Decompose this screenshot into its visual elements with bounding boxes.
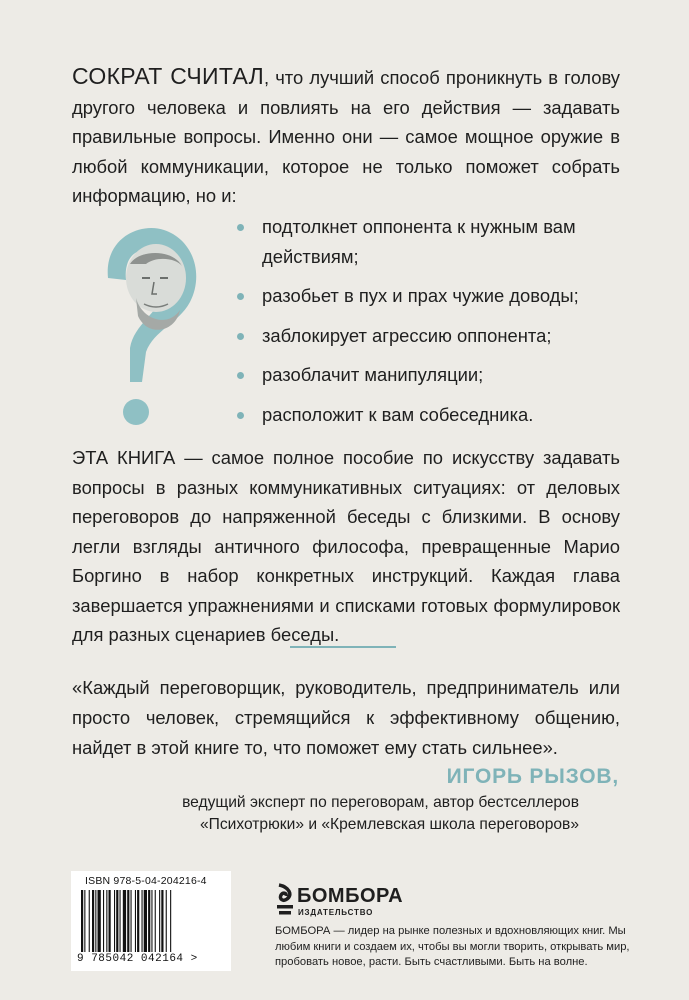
section-divider [290,646,396,648]
list-item: расположит к вам собеседника. [236,400,636,430]
list-item: заблокирует агрессию оппонента; [236,321,636,351]
list-item: разоблачит манипуляции; [236,360,636,390]
question-mark-philosopher-illustration [94,220,206,430]
intro-paragraph [72,62,620,211]
bullet-dot-icon [237,372,244,379]
about-text: — самое полное пособие по искусству задавать вопросы в разных коммуникативных ситуациях: от деловых переговоров до напряженной беседы с близкими. В основу легли взгляды античного философа, превращенные Марио Боргино в набор конкретных инструкций. Каждая глава завершается упражнениями и списками готовых формулировок для разных сценариев беседы. [72,447,620,645]
bullet-dot-icon [237,293,244,300]
publisher-description: БОМБОРА — лидер на рынке полезных и вдохновляющих книг. Мы любим книги и создаем их, чтобы вы могли творить, открывать мир, пробовать новое, расти. Быть счастливыми. Быть на волне. [275,925,630,968]
publisher-logo-subtitle: ИЗДАТЕЛЬСТВО [298,908,374,917]
list-item: разобьет в пух и прах чужие доводы; [236,281,636,311]
publisher-logo-text: БОМБОРА [297,885,404,907]
intro-text: , что лучший способ проникнуть в голову другого человека и повлиять на его действия — задавать правильные вопросы. Именно они — самое мощное оружие в любой коммуникации, которое не только поможет собрать информацию, но и: [72,67,621,206]
bullet-dot-icon [237,224,244,231]
barcode-digits: 9 785042 042164 > [77,953,198,965]
book-description [72,443,620,650]
bullet-dot-icon [237,333,244,340]
benefits-list [236,212,636,439]
bullet-dot-icon [237,412,244,419]
testimonial-quote: «Каждый переговорщик, руководитель, предприниматель или просто человек, стремящийся к эффективному общению, найдет в этой книге то, что поможет ему стать сильнее». [72,677,620,758]
list-item: подтолкнет оппонента к нужным вам действиям; [236,212,636,271]
about-lead: ЭТА КНИГА [72,447,176,468]
isbn-label: ISBN 978-5-04-204216-4 [85,875,207,887]
quote-author-name: ИГОРЬ РЫЗОВ, [446,765,619,788]
barcode-image [79,890,225,952]
bombora-wave-logo-icon [275,883,295,919]
intro-lead: СОКРАТ СЧИТАЛ [72,63,265,89]
quote-author-description: ведущий эксперт по переговорам, автор бестселлеров «Психотрюки» и «Кремлевская школа переговоров» [182,794,579,833]
barcode-panel [71,871,231,971]
